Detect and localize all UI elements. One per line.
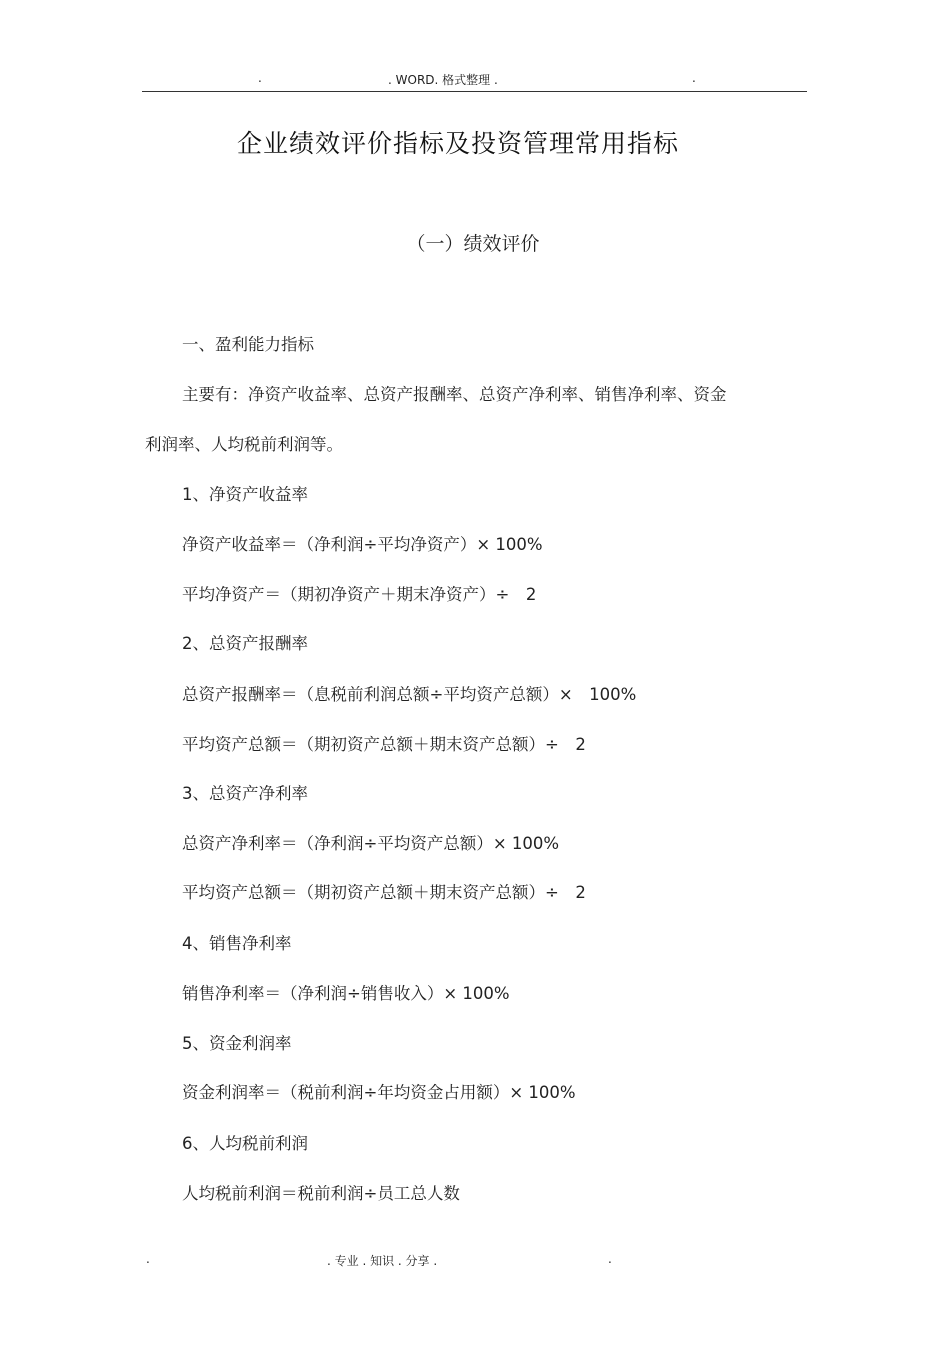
formula-roe: 净资产收益率＝（净利润÷平均净资产）× 100% bbox=[182, 535, 543, 554]
formula-avg-total-assets: 平均资产总额＝（期初资产总额＋期末资产总额）÷ 2 bbox=[182, 735, 586, 754]
formula-net-profit-margin: 销售净利率＝（净利润÷销售收入）× 100% bbox=[182, 984, 510, 1003]
heading-profitability-indicators: 一、盈利能力指标 bbox=[182, 335, 314, 354]
footer-center-text: . 专业 . 知识 . 分享 . bbox=[327, 1254, 438, 1268]
heading-per-capita-pretax-profit: 6、人均税前利润 bbox=[182, 1134, 308, 1153]
header-right-dot: . bbox=[692, 71, 696, 85]
footer-right-dot: . bbox=[608, 1252, 612, 1266]
heading-net-profit-margin: 4、销售净利率 bbox=[182, 934, 292, 953]
heading-total-asset-net-profit: 3、总资产净利率 bbox=[182, 784, 308, 803]
paragraph-main-indicators: 主要有：净资产收益率、总资产报酬率、总资产净利率、销售净利率、资金 bbox=[182, 385, 727, 404]
formula-avg-net-assets: 平均净资产＝（期初净资产＋期末净资产）÷ 2 bbox=[182, 585, 537, 604]
header-left-dot: . bbox=[258, 71, 262, 85]
formula-total-asset-net-profit: 总资产净利率＝（净利润÷平均资产总额）× 100% bbox=[182, 834, 560, 853]
heading-total-asset-return: 2、总资产报酬率 bbox=[182, 634, 308, 653]
section-title: （一）绩效评价 bbox=[406, 233, 540, 255]
heading-roe: 1、净资产收益率 bbox=[182, 485, 308, 504]
footer-left-dot: . bbox=[146, 1252, 150, 1266]
heading-capital-profit-rate: 5、资金利润率 bbox=[182, 1034, 292, 1053]
formula-avg-total-assets-2: 平均资产总额＝（期初资产总额＋期末资产总额）÷ 2 bbox=[182, 883, 586, 902]
header-center-text: . WORD. 格式整理 . bbox=[388, 73, 498, 87]
document-title: 企业绩效评价指标及投资管理常用指标 bbox=[236, 129, 679, 158]
formula-per-capita-pretax-profit: 人均税前利润＝税前利润÷员工总人数 bbox=[182, 1184, 460, 1203]
formula-capital-profit-rate: 资金利润率＝（税前利润÷年均资金占用额）× 100% bbox=[182, 1083, 576, 1102]
formula-total-asset-return: 总资产报酬率＝（息税前利润总额÷平均资产总额）× 100% bbox=[182, 685, 637, 704]
paragraph-main-indicators-cont: 利润率、人均税前利润等。 bbox=[145, 435, 343, 454]
header-rule bbox=[142, 91, 807, 92]
